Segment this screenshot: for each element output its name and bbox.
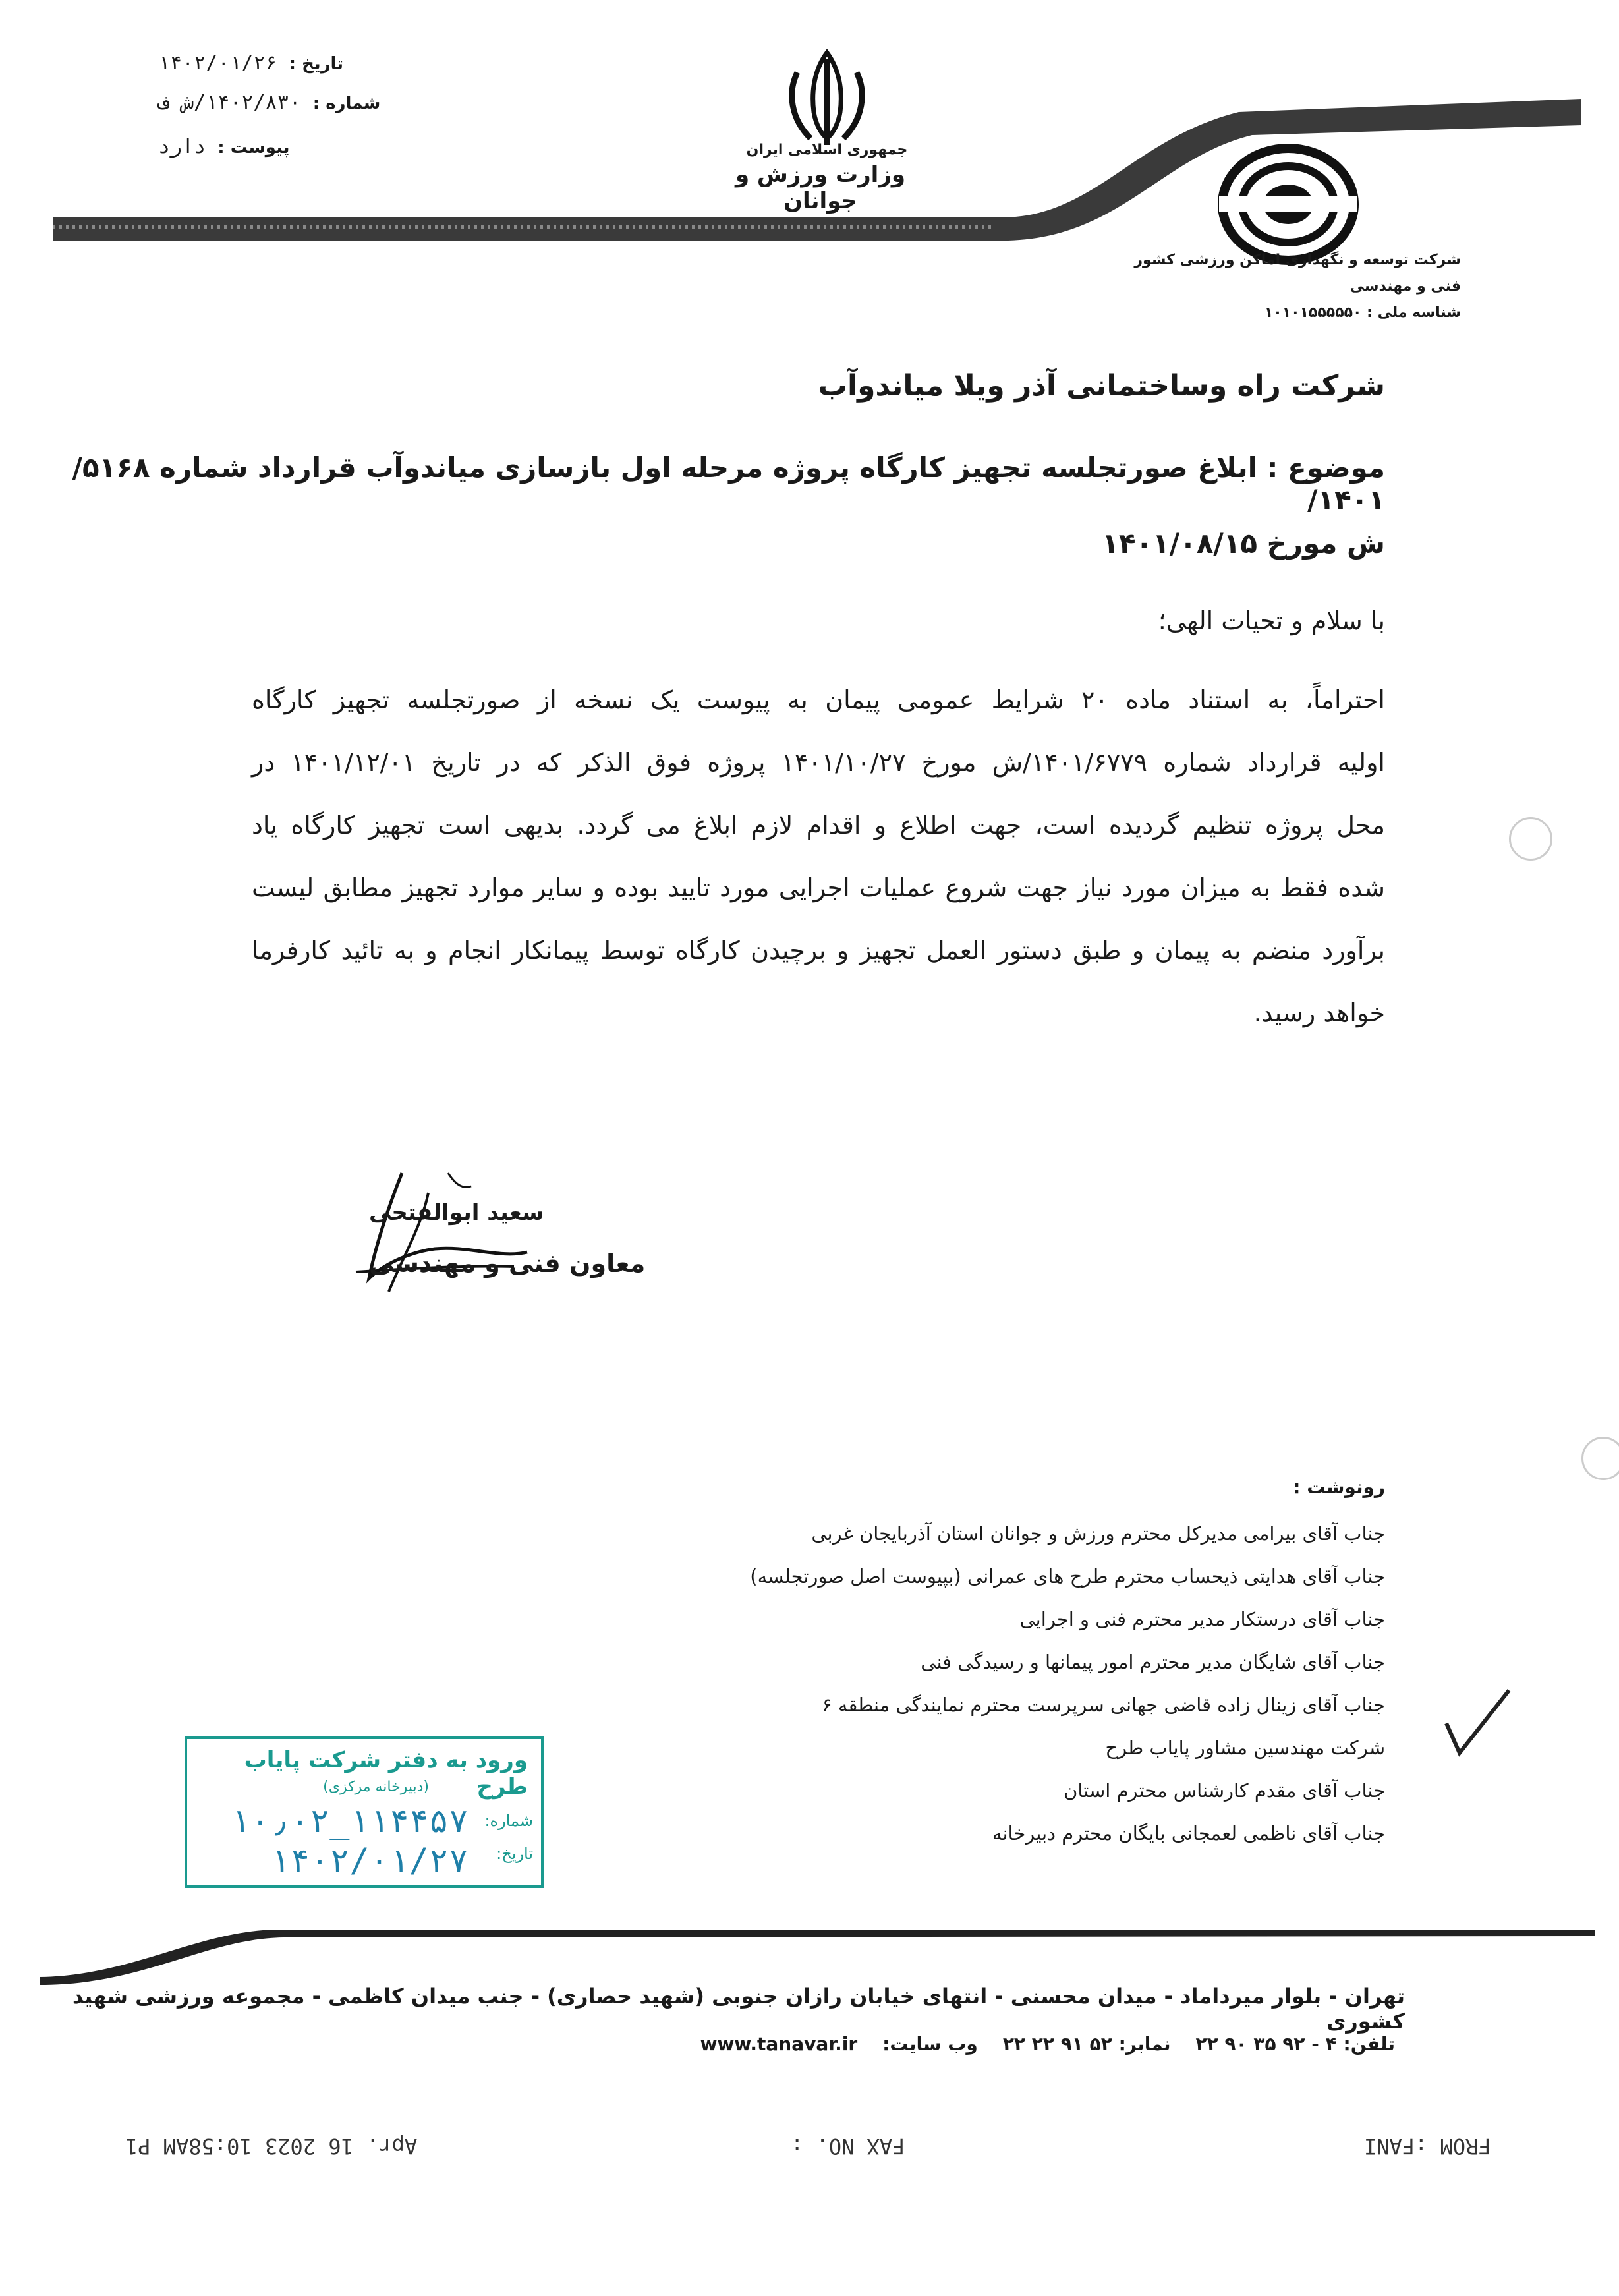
- attachment-value: دارد: [158, 135, 206, 158]
- attachment-label: پیوست :: [217, 138, 290, 158]
- cc-item: شرکت مهندسین مشاور پایاب طرح: [1105, 1736, 1385, 1759]
- body-line: برآورد منضم به پیمان و طبق دستور العمل تجهیز و برچیدن کارگاه توسط پیمانکار انجام و به تائید کارفرما: [252, 936, 1385, 965]
- subject-line-1: موضوع : ابلاغ صورتجلسه تجهیز کارگاه پروژه مرحله اول بازسازی میاندوآب قرارداد شماره ۵۱۶۸/ ۱۴۰۱/: [72, 451, 1385, 516]
- ministry-name: وزارت ورزش و جوانان: [735, 161, 906, 214]
- stamp-date-value: ۱۴۰۲/۰۱/۲۷: [270, 1841, 469, 1880]
- addressee: شرکت راه وساختمانی آذر ویلا میاندوآب: [818, 369, 1385, 403]
- cc-item: جناب آقای هدایتی ذیحساب محترم طرح های عمرانی (بپیوست اصل صورتجلسه): [750, 1565, 1385, 1588]
- checkmark-icon: [1436, 1687, 1516, 1760]
- footer-website-label: وب سایت:: [882, 2033, 978, 2055]
- cc-item: جناب آقای بیرامی مدیرکل محترم ورزش و جوانان استان آذربایجان غربی: [811, 1522, 1385, 1545]
- stamp-number-label: شماره:: [484, 1812, 533, 1830]
- subject-line-2: ش مورخ ۱۴۰۱/۰۸/۱۵: [1102, 527, 1385, 560]
- country-name: جمهوری اسلامی ایران: [746, 142, 908, 158]
- signatory-title: معاون فنی و مهندسی: [369, 1249, 646, 1278]
- body-line: اولیه قرارداد شماره ۱۴۰۱/۶۷۷۹/ش مورخ ۱۴۰۱/۱۰/۲۷ پروژه فوق الذکر که در تاریخ ۱۴۰۱/۱۲/۰۱ در: [252, 748, 1385, 777]
- stamp-title: ورود به دفتر شرکت پایاب طرح: [244, 1747, 528, 1800]
- punch-hole: [1509, 817, 1552, 861]
- cc-item: جناب آقای شایگان مدیر محترم امور پیمانها و رسیدگی فنی: [921, 1651, 1385, 1673]
- date-row: [158, 51, 343, 74]
- body-line: خواهد رسید.: [1253, 998, 1385, 1027]
- number-label: شماره :: [312, 94, 381, 113]
- number-value: ۱۴۰۲/۸۳۰/ش ف: [158, 91, 301, 114]
- stamp-number-value: ۱۰٫۰۲_۱۱۴۴۵۷: [230, 1802, 469, 1840]
- fax-from: FROM :FANI: [1364, 2134, 1491, 2159]
- company-dept: فنی و مهندسی: [1349, 278, 1461, 295]
- punch-hole: [1581, 1437, 1619, 1480]
- fax-number: FAX NO. :: [791, 2134, 905, 2159]
- cc-item: جناب آقای ناظمی لعمجانی بایگان محترم دبیرخانه: [992, 1822, 1385, 1845]
- cc-item: جناب آقای زینال زاده قاضی جهانی سرپرست محترم نمایندگی منطقه ۶: [822, 1694, 1385, 1716]
- signatory-name: سعید ابوالفتحی: [369, 1199, 544, 1226]
- cc-label: رونوشت :: [1293, 1476, 1385, 1498]
- footer-address: تهران - بلوار میرداماد - میدان محسنی - انتهای خیابان رازان جنوبی (شهید حصاری) - جنب میدان کاظمی - مجموعه ورزشی شهید کشوری: [72, 1984, 1405, 2034]
- cc-item: جناب آقای درستکار مدیر محترم فنی و اجرایی: [1019, 1608, 1385, 1630]
- body-line: احتراماً، به استناد ماده ۲۰ شرایط عمومی پیمان به پیوست یک نسخه از صورتجلسه تجهیز کارگاه: [252, 685, 1385, 714]
- cc-item: جناب آقای مقدم کارشناس محترم استان: [1064, 1779, 1385, 1802]
- company-national-id: شناسه ملی : ۱۰۱۰۱۵۵۵۵۵۰: [1264, 304, 1461, 321]
- stamp-date-label: تاریخ:: [496, 1845, 533, 1863]
- date-label: تاریخ :: [289, 54, 344, 74]
- fax-timestamp: Apr. 16 2023 10:58AM P1: [125, 2134, 418, 2159]
- footer-fax: نمابر: ۵۲ ۹۱ ۲۲ ۲۲: [1002, 2033, 1171, 2055]
- receipt-stamp: [185, 1736, 544, 1888]
- company-block: [1134, 247, 1461, 326]
- footer-website[interactable]: www.tanavar.ir: [700, 2033, 858, 2055]
- stamp-subtitle: (دبیرخانه مرکزی): [323, 1779, 429, 1795]
- body-line: محل پروژه تنظیم گردیده است، جهت اطلاع و اقدام لازم ابلاغ می گردد. بدیهی است تجهیز کارگاه یاد: [252, 811, 1385, 840]
- footer-phone: تلفن: ۴ - ۹۲ ۳۵ ۹۰ ۲۲: [1195, 2033, 1395, 2055]
- greeting: با سلام و تحیات الهی؛: [1158, 606, 1385, 635]
- body-line: شده فقط به میزان مورد نیاز جهت شروع عملیات اجرایی مورد تایید بوده و سایر موارد تجهیز مطابق لیست: [252, 873, 1385, 902]
- footer-contacts: [700, 2033, 1395, 2055]
- handwritten-signature: [329, 1153, 646, 1325]
- company-name: شرکت توسعه و نگهداری اماکن ورزشی کشور: [1134, 252, 1461, 268]
- date-value: ۱۴۰۲/۰۱/۲۶: [158, 51, 277, 74]
